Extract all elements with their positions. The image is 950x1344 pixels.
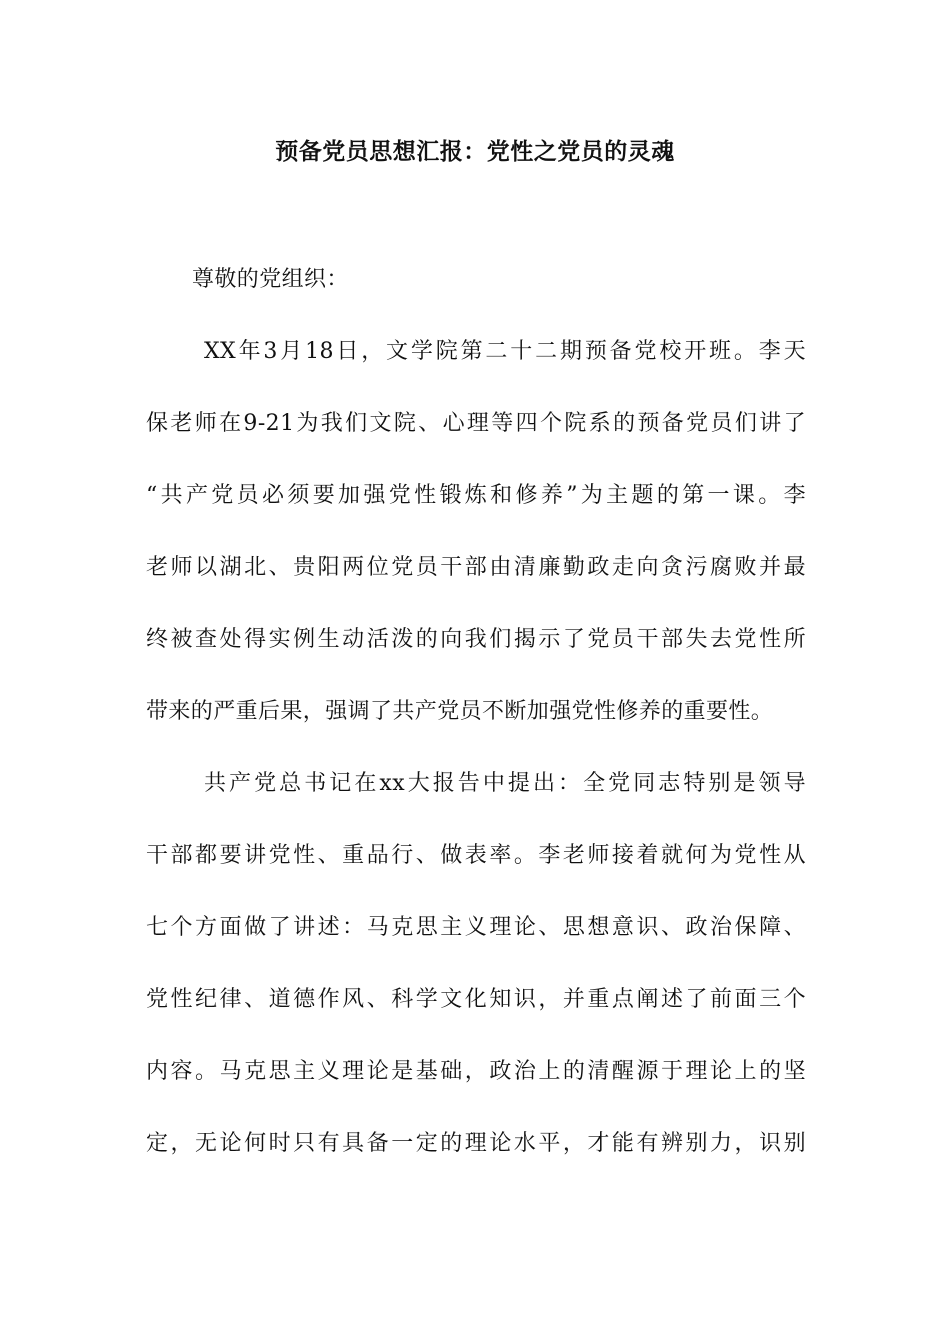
paragraph-line: 保老师在9-21为我们文院、心理等四个院系的预备党员们讲了 xyxy=(146,411,806,436)
paragraph-line: “共产党员必须要加强党性锻炼和修养”为主题的第一课。李 xyxy=(146,483,806,508)
paragraph-line: XX年3月18日，文学院第二十二期预备党校开班。李天 xyxy=(204,339,806,364)
paragraph-line: 干部都要讲党性、重品行、做表率。李老师接着就何为党性从 xyxy=(146,843,806,868)
paragraph-line: 带来的严重后果，强调了共产党员不断加强党性修养的重要性。 xyxy=(146,699,774,724)
paragraph-line: 共产党总书记在xx大报告中提出：全党同志特别是领导 xyxy=(204,771,806,796)
paragraph-line: 七个方面做了讲述：马克思主义理论、思想意识、政治保障、 xyxy=(146,915,806,940)
paragraph-line: 定，无论何时只有具备一定的理论水平，才能有辨别力，识别 xyxy=(146,1131,806,1156)
paragraph-line: 老师以湖北、贵阳两位党员干部由清廉勤政走向贪污腐败并最 xyxy=(146,555,806,580)
document-title: 预备党员思想汇报：党性之党员的灵魂 xyxy=(275,139,675,165)
paragraph-line: 终被查处得实例生动活泼的向我们揭示了党员干部失去党性所 xyxy=(146,627,806,652)
salutation: 尊敬的党组织： xyxy=(192,267,349,292)
paragraph-line: 党性纪律、道德作风、科学文化知识，并重点阐述了前面三个 xyxy=(146,987,806,1012)
paragraph-line: 内容。马克思主义理论是基础，政治上的清醒源于理论上的坚 xyxy=(146,1059,806,1084)
